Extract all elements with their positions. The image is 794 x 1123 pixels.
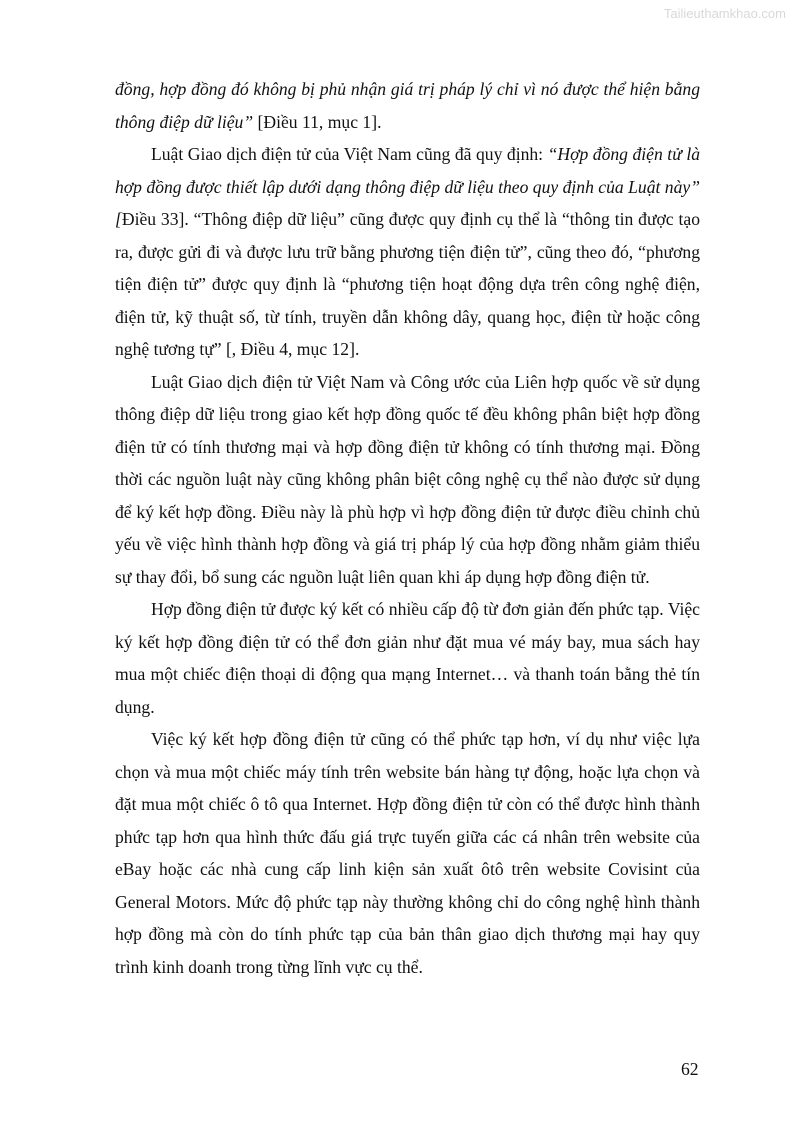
paragraph-1-citation: [Điều 11, mục 1].: [253, 111, 382, 132]
paragraph-1-quote: đồng, hợp đồng đó không bị phủ nhận giá trị pháp lý chỉ vì nó được thể hiện bằng thông điệp dữ liệu”: [115, 79, 700, 132]
paragraph-2-quote: “Hợp đồng điện tử là hợp đồng được thiết lập dưới dạng thông điệp dữ liệu theo quy định của Luật này” [: [115, 144, 700, 229]
paragraph-2-body: Điều 33]. “Thông điệp dữ liệu” cũng được quy định cụ thể là “thông tin được tạo ra, được gửi đi và được lưu trữ bằng phương tiện điện tử”, cũng theo đó, “phương tiện điện tử” được quy định là “phương tiện hoạt động dựa trên công nghệ điện, điện tử, kỹ thuật số, từ tính, truyền dẫn không dây, quang học, điện từ hoặc công nghệ tương tự” [, Điều 4, mục 12].: [115, 209, 700, 359]
page-body: [115, 73, 700, 983]
paragraph-3: Luật Giao dịch điện tử Việt Nam và Công ước của Liên hợp quốc về sử dụng thông điệp dữ liệu trong giao kết hợp đồng quốc tế đều không phân biệt hợp đồng điện tử có tính thương mại và hợp đồng điện tử không có tính thương mại. Đồng thời các nguồn luật này cũng không phân biệt công nghệ cụ thể nào được sử dụng để ký kết hợp đồng. Điều này là phù hợp vì hợp đồng điện tử được điều chỉnh chủ yếu về việc hình thành hợp đồng và giá trị pháp lý của hợp đồng nhằm giảm thiểu sự thay đổi, bổ sung các nguồn luật liên quan khi áp dụng hợp đồng điện tử.: [115, 371, 700, 587]
paragraph-4: Hợp đồng điện tử được ký kết có nhiều cấp độ từ đơn giản đến phức tạp. Việc ký kết hợp đồng điện tử có thể đơn giản như đặt mua vé máy bay, mua sách hay mua một chiếc điện thoại di động qua mạng Internet… và thanh toán bằng thẻ tín dụng.: [115, 599, 700, 717]
paragraph-2: [115, 138, 700, 366]
page-number: 62: [681, 1059, 699, 1079]
watermark: Tailieuthamkhao.com: [663, 6, 786, 21]
paragraph-5: Việc ký kết hợp đồng điện tử cũng có thể phức tạp hơn, ví dụ như việc lựa chọn và mua một chiếc máy tính trên website bán hàng tự động, hoặc lựa chọn và đặt mua một chiếc ô tô qua Internet. Hợp đồng điện tử còn có thể được hình thành phức tạp hơn qua hình thức đấu giá trực tuyến giữa các cá nhân trên website của eBay hoặc các nhà cung cấp linh kiện sản xuất ôtô trên website Covisint của General Motors. Mức độ phức tạp này thường không chỉ do công nghệ hình thành hợp đồng mà còn do tính phức tạp của bản thân giao dịch thương mại hay quy trình kinh doanh trong từng lĩnh vực cụ thể.: [115, 729, 700, 977]
paragraph-2-intro: Luật Giao dịch điện tử của Việt Nam cũng đã quy định:: [151, 144, 548, 164]
paragraph-1: [115, 73, 700, 138]
